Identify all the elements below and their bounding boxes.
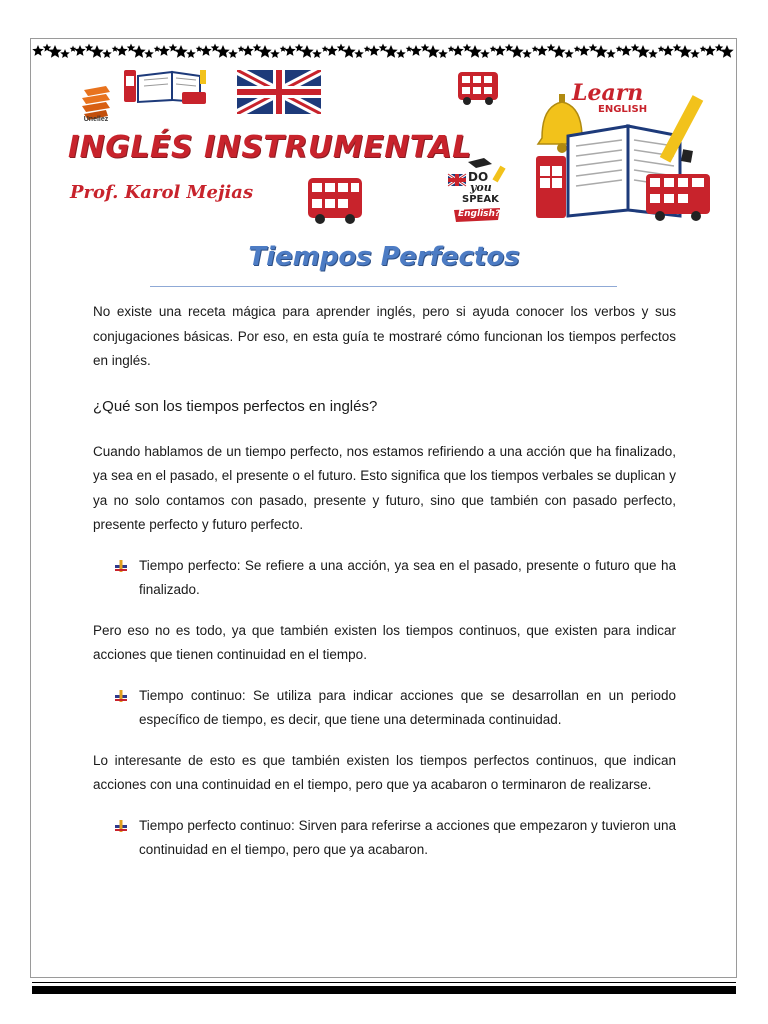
- star-icon: [480, 49, 490, 58]
- star-icon: [574, 46, 581, 52]
- star-icon: [326, 45, 337, 56]
- star-icon: [242, 45, 253, 56]
- star-icon: [700, 46, 707, 52]
- star-icon: [490, 46, 497, 52]
- do-you-speak-english-badge: [444, 158, 508, 224]
- star-icon: [578, 45, 589, 56]
- paragraph-1: Cuando hablamos de un tiempo perfecto, nos estamos refiriendo a una acción que ha finalizado, ya sea en el pasado, el presente o el futuro. Esto significa que los tiempos verbales se duplican y ya no solo contamos con pasado, presente y futuro, sino que también con pasado perfecto, presente perfecto y futuro perfecto.: [93, 443, 676, 532]
- footer-rule: [32, 986, 736, 994]
- star-icon: [620, 45, 631, 56]
- star-icon: [60, 49, 70, 58]
- unellez-logo-icon: [76, 82, 116, 134]
- star-icon: [606, 49, 616, 58]
- star-icon: [70, 46, 77, 52]
- uk-flag-icon: [237, 70, 321, 114]
- star-icon: [280, 46, 287, 52]
- star-border: [32, 40, 735, 62]
- star-icon: [322, 46, 329, 52]
- star-icon: [186, 49, 196, 58]
- footer-rule-thin: [32, 982, 736, 983]
- star-icon: [284, 45, 295, 56]
- star-icon: [532, 46, 539, 52]
- star-icon: [438, 49, 448, 58]
- bullet-text-3: Tiempo perfecto continuo: Sirven para referirse a acciones que empezaron y tuvieron una continuidad en el tiempo, pero que ya acabaron.: [139, 817, 676, 857]
- paragraph-2: Pero eso no es todo, ya que también existen los tiempos continuos, que existen para indicar acciones que tienen continuidad en el tiempo.: [93, 622, 676, 662]
- star-icon: [536, 45, 547, 56]
- star-icon: [452, 45, 463, 56]
- star-icon: [522, 49, 532, 58]
- star-icon: [270, 49, 280, 58]
- star-icon: [74, 45, 85, 56]
- star-icon: [410, 45, 421, 56]
- document-body: [93, 300, 676, 863]
- star-icon: [364, 46, 371, 52]
- star-icon: [238, 46, 245, 52]
- star-icon: [406, 46, 413, 52]
- bullet-arrow-icon: [115, 690, 127, 702]
- badge-english-question: English?: [458, 209, 501, 219]
- star-icon: [354, 49, 364, 58]
- star-icon: [616, 46, 623, 52]
- star-icon: [662, 45, 673, 56]
- bullet-arrow-icon: [115, 820, 127, 832]
- double-decker-bus-icon: [306, 176, 364, 224]
- star-icon: [112, 46, 119, 52]
- document-title: Tiempos Perfectos: [248, 242, 520, 272]
- star-icon: [144, 49, 154, 58]
- star-icon: [658, 46, 665, 52]
- professor-name: Prof. Karol Mejias: [70, 182, 254, 203]
- bullet-item-1: [93, 554, 676, 603]
- star-icon: [312, 49, 322, 58]
- badge-speak: SPEAK: [462, 194, 499, 205]
- paragraph-3: Lo interesante de esto es que también existen los tiempos perfectos continuos, que indican acciones con una continuidad en el tiempo, pero que ya acabaron o terminaron de realizarse.: [93, 752, 676, 792]
- star-icon: [196, 46, 203, 52]
- badge-learn: Learn: [572, 80, 644, 106]
- star-icon: [494, 45, 505, 56]
- bullet-text-2: Tiempo continuo: Se utiliza para indicar acciones que se desarrollan en un periodo específico de tiempo, es decir, que tiene una determinada continuidad.: [139, 687, 676, 727]
- star-icon: [116, 45, 127, 56]
- header-banner: [32, 62, 735, 230]
- title-divider: [150, 286, 617, 287]
- star-icon: [368, 45, 379, 56]
- bullet-item-2: [93, 684, 676, 733]
- star-icon: [704, 45, 715, 56]
- star-icon: [154, 46, 161, 52]
- star-icon: [564, 49, 574, 58]
- intro-paragraph: No existe una receta mágica para aprender inglés, pero si ayuda conocer los verbos y sus conjugaciones básicas. Por eso, en esta guía te mostraré cómo funcionan los tiempos perfectos en inglés.: [93, 304, 676, 368]
- logo-caption: Unellez: [83, 116, 109, 123]
- bullet-text-1: Tiempo perfecto: Se refiere a una acción, ya sea en el pasado, presente o futuro que ha finalizado.: [139, 557, 676, 597]
- star-icon: [690, 49, 700, 58]
- star-icon: [200, 45, 211, 56]
- bullet-arrow-icon: [115, 560, 127, 572]
- star-icon: [648, 49, 658, 58]
- badge-you: you: [470, 181, 492, 194]
- badge-do: DO: [468, 170, 489, 184]
- badge-english: ENGLISH: [598, 104, 648, 115]
- star-icon: [448, 46, 455, 52]
- star-icon: [228, 49, 238, 58]
- star-icon: [396, 49, 406, 58]
- bullet-item-3: [93, 814, 676, 863]
- star-icon: [32, 45, 43, 56]
- red-bus-icon: [456, 70, 500, 106]
- star-icon: [158, 45, 169, 56]
- phone-booth-book-icon: [122, 68, 212, 106]
- course-title: INGLÉS INSTRUMENTAL: [68, 130, 472, 165]
- section-heading: ¿Qué son los tiempos perfectos en inglés?: [93, 397, 378, 415]
- star-icon: [102, 49, 112, 58]
